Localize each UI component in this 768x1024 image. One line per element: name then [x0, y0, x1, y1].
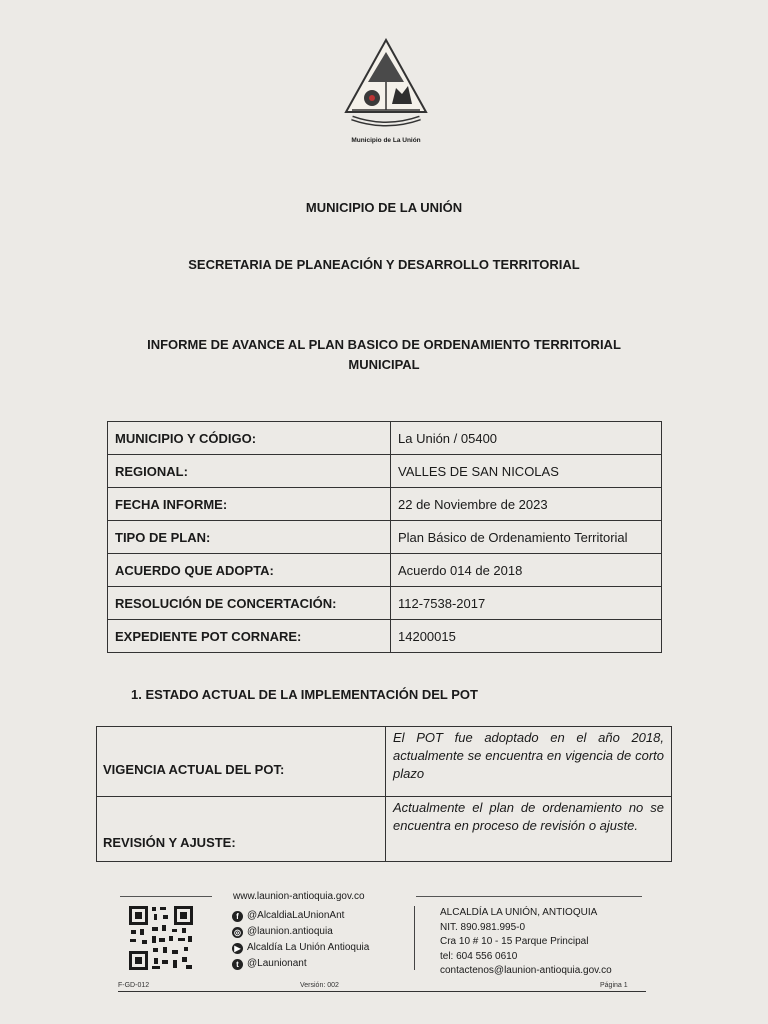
row-value: VALLES DE SAN NICOLAS	[391, 455, 662, 488]
secretariat-heading: SECRETARIA DE PLANEACIÓN Y DESARROLLO TERRITORIAL	[188, 257, 580, 272]
social-links	[232, 908, 369, 972]
footer-divider-left	[120, 896, 212, 897]
social-link-youtube[interactable]	[232, 940, 369, 956]
plan-info-table	[107, 421, 662, 653]
implementation-status-table	[96, 726, 672, 862]
report-title-line1: INFORME DE AVANCE AL PLAN BASICO DE ORDENAMIENTO TERRITORIAL	[147, 337, 621, 352]
social-handle: Alcaldía La Unión Antioquia	[247, 942, 370, 953]
row-label: RESOLUCIÓN DE CONCERTACIÓN:	[108, 587, 391, 620]
office-name: ALCALDÍA LA UNIÓN, ANTIOQUIA	[440, 907, 598, 918]
row-value: 112-7538-2017	[391, 587, 662, 620]
table-row	[108, 521, 662, 554]
social-link-instagram[interactable]	[232, 924, 369, 940]
table-row	[108, 554, 662, 587]
footer-vertical-divider	[414, 906, 415, 970]
row-label: VIGENCIA ACTUAL DEL POT:	[97, 727, 386, 797]
phone: tel: 604 556 0610	[440, 950, 518, 962]
row-value: Plan Básico de Ordenamiento Territorial	[391, 521, 662, 554]
social-link-twitter[interactable]	[232, 956, 369, 972]
form-code: F-GD-012	[118, 982, 150, 989]
table-row	[108, 455, 662, 488]
row-label: MUNICIPIO Y CÓDIGO:	[108, 422, 391, 455]
twitter-icon: t	[232, 959, 243, 970]
row-value: Acuerdo 014 de 2018	[391, 554, 662, 587]
report-title-line2: MUNICIPAL	[348, 357, 420, 372]
qr-code	[128, 905, 194, 971]
table-row	[108, 422, 662, 455]
footer-address	[440, 906, 612, 979]
document-version: Versión: 002	[300, 982, 339, 989]
row-label: REVISIÓN Y AJUSTE:	[97, 797, 386, 862]
row-label: FECHA INFORME:	[108, 488, 391, 521]
youtube-icon: ▶	[232, 943, 243, 954]
contact-email[interactable]: contactenos@launion-antioquia.gov.co	[440, 965, 612, 976]
municipality-logo	[344, 38, 428, 141]
facebook-icon: f	[232, 911, 243, 922]
row-label: ACUERDO QUE ADOPTA:	[108, 554, 391, 587]
social-link-facebook[interactable]	[232, 908, 369, 924]
street-address: Cra 10 # 10 - 15 Parque Principal	[440, 936, 589, 947]
page-number: Página 1	[600, 982, 628, 989]
row-label: EXPEDIENTE POT CORNARE:	[108, 620, 391, 653]
social-handle: @AlcaldiaLaUnionAnt	[247, 910, 345, 921]
instagram-icon: ◎	[232, 927, 243, 938]
footer-bottom-rule	[118, 991, 646, 992]
social-handle: @Launionant	[247, 958, 307, 969]
footer-divider-right	[416, 896, 642, 897]
social-handle: @launion.antioquia	[247, 926, 333, 937]
municipality-heading: MUNICIPIO DE LA UNIÓN	[305, 200, 463, 215]
row-value: La Unión / 05400	[391, 422, 662, 455]
tax-id: NIT. 890.981.995-0	[440, 921, 526, 933]
footer-website[interactable]: www.launion-antioquia.gov.co	[233, 891, 365, 902]
section-heading: 1. ESTADO ACTUAL DE LA IMPLEMENTACIÓN DEL POT	[131, 687, 478, 702]
row-value: 22 de Noviembre de 2023	[391, 488, 662, 521]
row-value: El POT fue adoptado en el año 2018, actualmente se encuentra en vigencia de corto plazo	[386, 727, 672, 797]
row-value: 14200015	[391, 620, 662, 653]
logo-caption: Municipio de La Unión	[351, 137, 421, 144]
table-row	[97, 797, 672, 862]
row-label: TIPO DE PLAN:	[108, 521, 391, 554]
table-row	[108, 488, 662, 521]
row-label: REGIONAL:	[108, 455, 391, 488]
row-value: Actualmente el plan de ordenamiento no se encuentra en proceso de revisión o ajuste.	[386, 797, 672, 862]
table-row	[108, 587, 662, 620]
table-row	[97, 727, 672, 797]
table-row	[108, 620, 662, 653]
